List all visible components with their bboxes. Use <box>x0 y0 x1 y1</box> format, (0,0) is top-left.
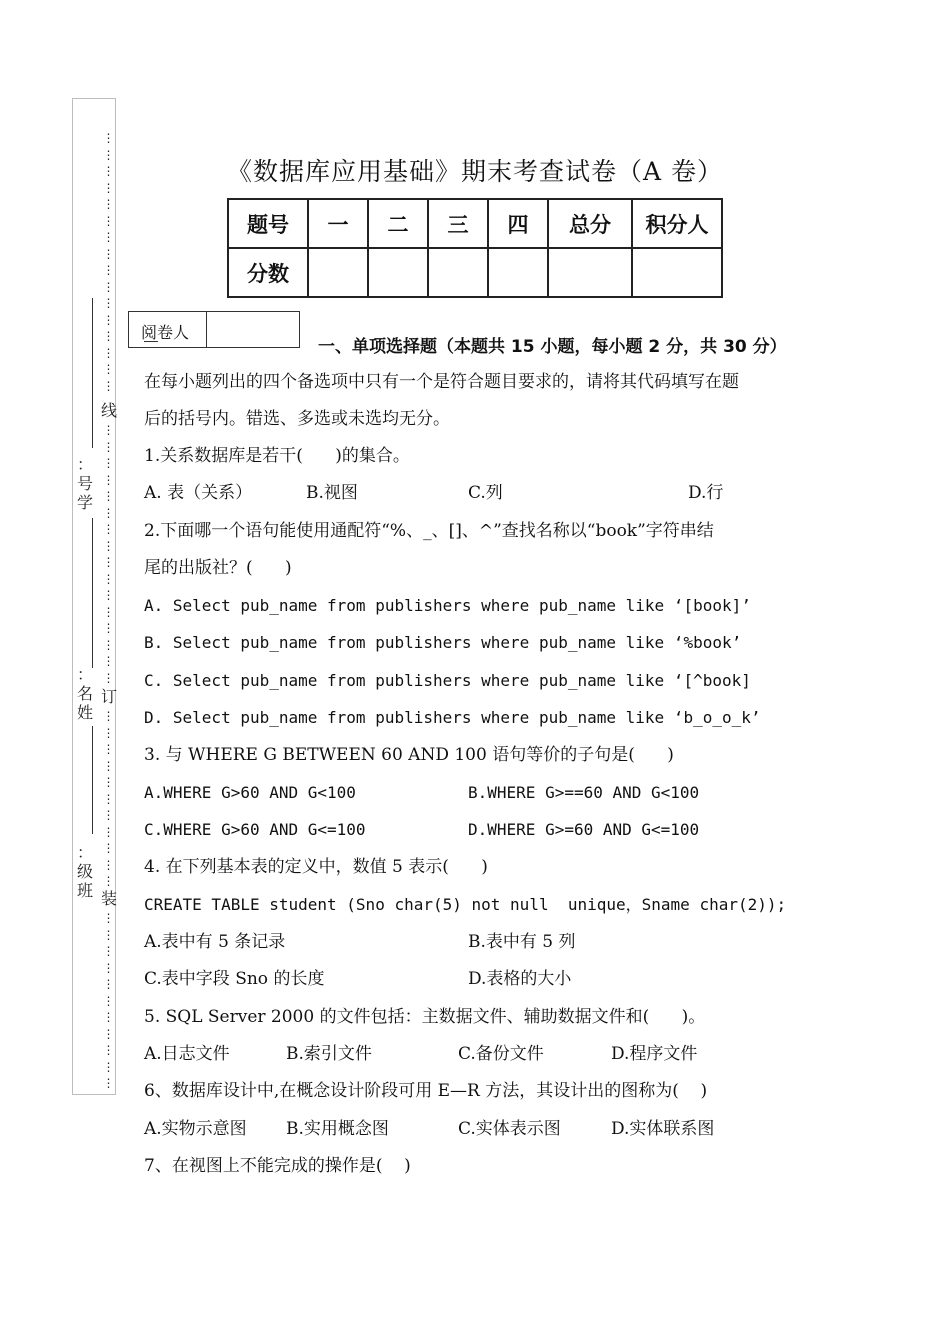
score-table-score-row <box>228 248 722 297</box>
score-table <box>227 198 723 298</box>
option: B.视图 <box>306 483 358 503</box>
code-line: CREATE TABLE student (Sno char(5) not null unique，Sname char(2)); <box>144 895 787 914</box>
question-stem: 2.下面哪一个语句能使用通配符“%、_、[]、^”查找名称以“book”字符串结 <box>144 521 714 541</box>
option: C.实体表示图 <box>458 1119 561 1139</box>
option: D.程序文件 <box>611 1044 698 1064</box>
option: D.表格的大小 <box>468 969 572 989</box>
option: A.WHERE G>60 AND G<100 <box>144 783 356 802</box>
option: A.表中有 5 条记录 <box>144 932 286 952</box>
class-label: ：级班 <box>76 843 93 900</box>
option: D.行 <box>688 483 724 503</box>
question-stem: 1.关系数据库是若干( )的集合。 <box>144 446 410 466</box>
header-cell: 三 <box>428 199 488 248</box>
question-stem: 7、在视图上不能完成的操作是( ) <box>144 1156 411 1176</box>
score-cell[interactable] <box>308 248 368 297</box>
header-cell: 四 <box>488 199 548 248</box>
reader-dash <box>144 341 158 342</box>
question-stem: 3. 与 WHERE G BETWEEN 60 AND 100 语句等价的子句是( ) <box>144 745 674 765</box>
option: C.列 <box>468 483 503 503</box>
score-cell[interactable] <box>488 248 548 297</box>
question-stem: 4. 在下列基本表的定义中，数值 5 表示( ) <box>144 857 488 877</box>
option: B. Select pub_name from publishers where pub_name like ‘%book’ <box>144 633 742 652</box>
name-label: ：名姓 <box>76 665 93 722</box>
option: B.实用概念图 <box>286 1119 389 1139</box>
instruction-line: 后的括号内。错选、多选或未选均无分。 <box>144 409 450 429</box>
option: D. Select pub_name from publishers where pub_name like ‘b_o_o_k’ <box>144 708 761 727</box>
option: A. 表（关系） <box>144 483 253 503</box>
header-cell: 积分人 <box>632 199 722 248</box>
option: A.日志文件 <box>144 1044 230 1064</box>
bind-char: 装 <box>101 889 118 908</box>
reader-label: 阅卷人 <box>141 323 190 342</box>
option: B.表中有 5 列 <box>468 932 576 952</box>
option: C.WHERE G>60 AND G<=100 <box>144 820 366 839</box>
reader-box <box>128 311 300 348</box>
option: D.实体联系图 <box>611 1119 715 1139</box>
fill-line-name <box>92 518 93 668</box>
option: C.备份文件 <box>458 1044 544 1064</box>
option: D.WHERE G>=60 AND G<=100 <box>468 820 700 839</box>
header-cell: 一 <box>308 199 368 248</box>
option: A.实物示意图 <box>144 1119 247 1139</box>
cut-line-dots-upper-mid: ⋮ ⋮ ⋮ ⋮ ⋮ ⋮ ⋮ ⋮ ⋮ ⋮ ⋮ ⋮ ⋮ ⋮ ⋮ ⋮ <box>102 423 114 685</box>
cut-line-dots-lower-mid: ⋮ ⋮ ⋮ ⋮ ⋮ ⋮ ⋮ ⋮ ⋮ ⋮ ⋮ <box>102 709 114 888</box>
option: C.表中字段 Sno 的长度 <box>144 969 325 989</box>
row-label-cell: 分数 <box>228 248 308 297</box>
cut-line-dots-bottom: ⋮ ⋮ ⋮ ⋮ ⋮ ⋮ ⋮ ⋮ ⋮ ⋮ ⋮ <box>102 911 114 1090</box>
option: B.索引文件 <box>286 1044 372 1064</box>
line-char: 线 <box>101 401 118 420</box>
score-cell[interactable] <box>428 248 488 297</box>
instruction-line: 在每小题列出的四个备选项中只有一个是符合题目要求的，请将其代码填写在题 <box>144 372 739 392</box>
exam-title: 《数据库应用基础》期末考查试卷（A 卷） <box>226 157 723 186</box>
option: C. Select pub_name from publishers where pub_name like ‘[^book] <box>144 671 751 690</box>
question-stem: 6、数据库设计中,在概念设计阶段可用 E—R 方法，其设计出的图称为( ) <box>144 1081 708 1101</box>
score-cell[interactable] <box>368 248 428 297</box>
student-id-label: ：号学 <box>76 455 93 512</box>
header-cell: 二 <box>368 199 428 248</box>
cut-line-dots-top: ⋮ ⋮ ⋮ ⋮ ⋮ ⋮ ⋮ ⋮ ⋮ ⋮ ⋮ ⋮ ⋮ ⋮ ⋮ ⋮ <box>102 131 114 393</box>
header-cell: 总分 <box>548 199 632 248</box>
question-stem: 5. SQL Server 2000 的文件包括：主数据文件、辅助数据文件和( )。 <box>144 1007 706 1027</box>
score-cell[interactable] <box>632 248 722 297</box>
option: A. Select pub_name from publishers where pub_name like ‘[book]’ <box>144 596 751 615</box>
order-char: 订 <box>101 687 118 706</box>
reader-divider <box>206 312 207 347</box>
section-heading: 一、单项选择题（本题共 15 小题，每小题 2 分，共 30 分） <box>318 337 787 357</box>
score-cell[interactable] <box>548 248 632 297</box>
fill-line-student-id <box>92 298 93 448</box>
fill-line-class <box>92 726 93 834</box>
score-table-header-row <box>228 199 722 248</box>
question-stem: 尾的出版社？( ) <box>144 558 292 578</box>
option: B.WHERE G>==60 AND G<100 <box>468 783 700 802</box>
header-cell: 题号 <box>228 199 308 248</box>
